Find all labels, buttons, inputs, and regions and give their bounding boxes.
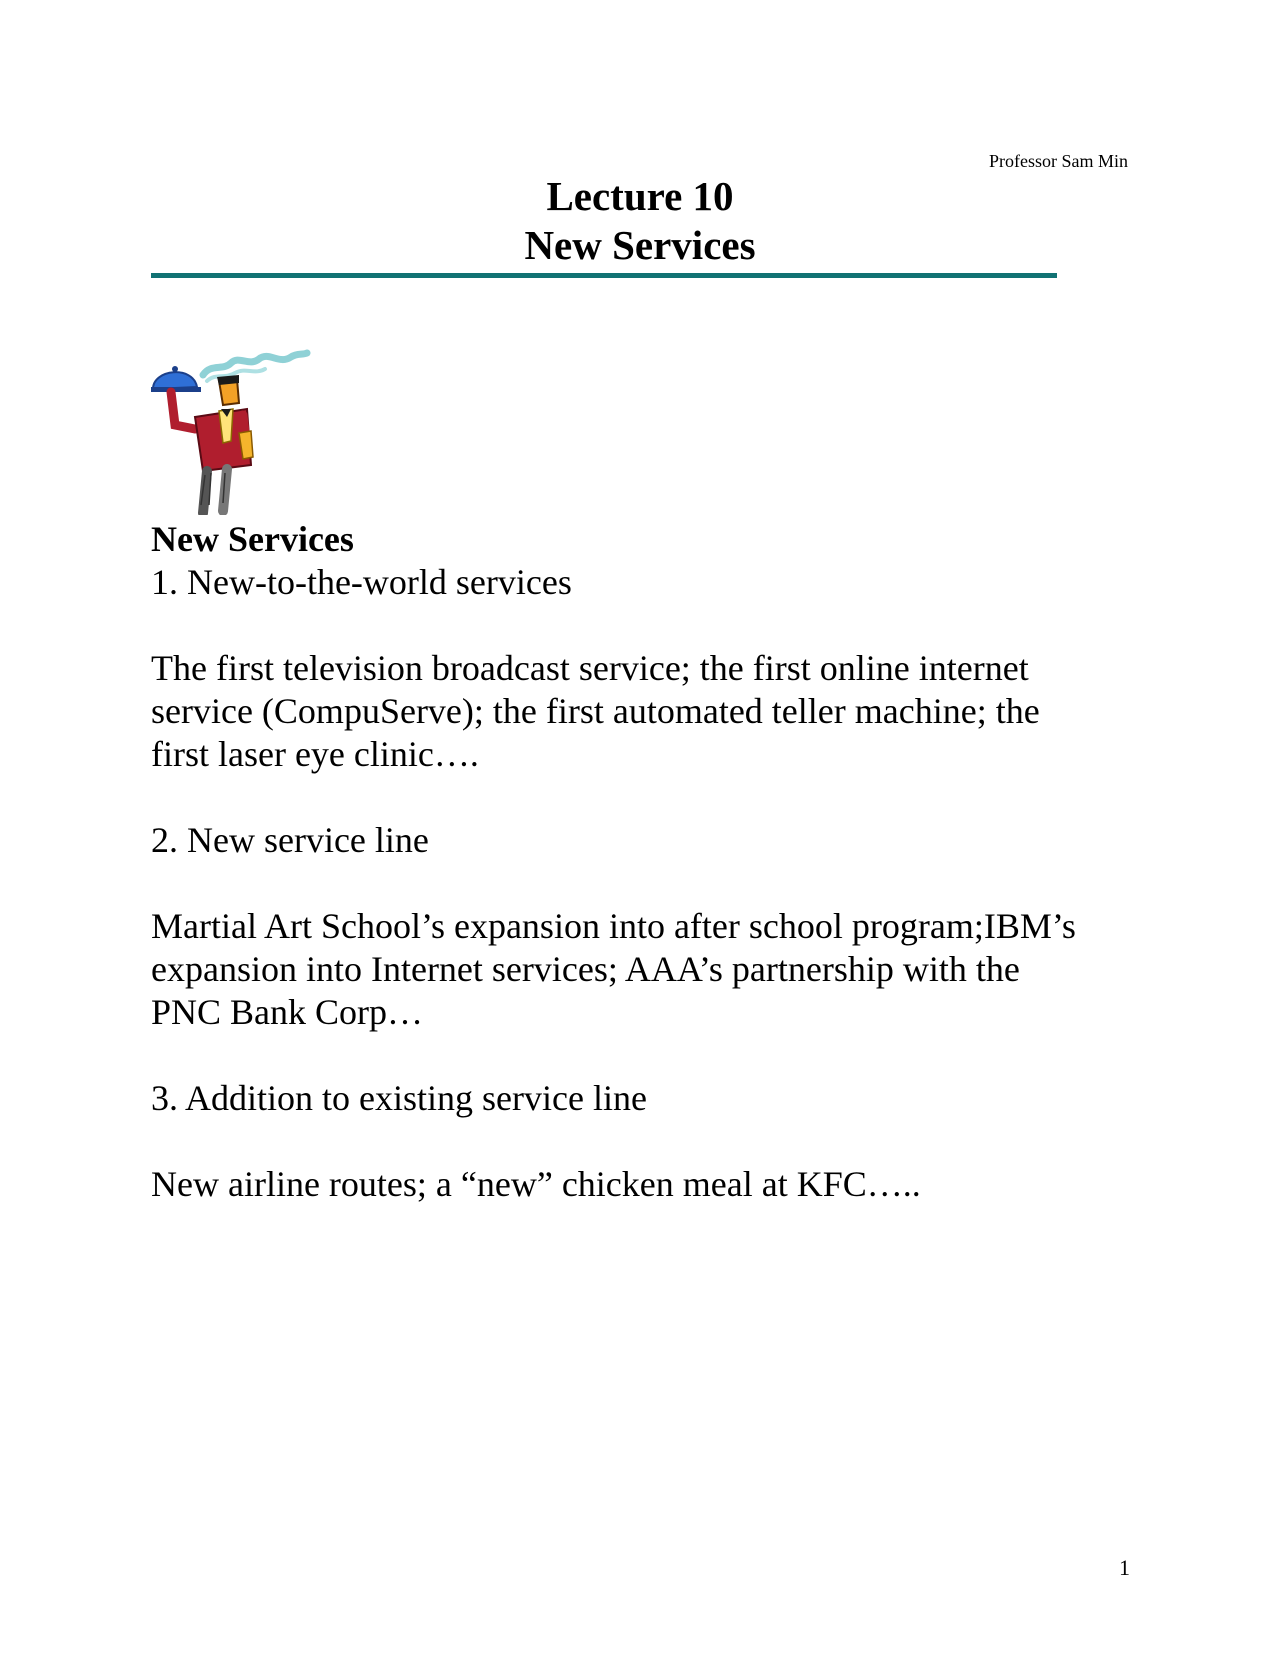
item2-heading: 2. New service line [151, 820, 429, 860]
title-divider [151, 273, 1057, 278]
page-number: 1 [1119, 1555, 1130, 1580]
author-name: Professor Sam Min [989, 151, 1128, 171]
item3-heading: 3. Addition to existing service line [151, 1078, 647, 1118]
lecture-topic: New Services [524, 222, 756, 268]
lecture-body [151, 518, 1141, 1206]
item3-text: New airline routes; a “new” chicken meal at KFC….. [151, 1164, 921, 1204]
item2-text: Martial Art School’s expansion into after school program;IBM’s expansion into Internet services; AAA’s partnership with the PNC Bank Corp… [151, 906, 1076, 1032]
waiter-icon [151, 345, 311, 515]
section-heading: New Services [151, 519, 354, 559]
lecture-number: Lecture 10 [546, 173, 734, 219]
item1-heading: 1. New-to-the-world services [151, 562, 572, 602]
item1-text: The first television broadcast service; the first online internet service (CompuServe); the first automated teller machine; the first laser eye clinic…. [151, 648, 1040, 774]
page-title [0, 172, 1280, 270]
